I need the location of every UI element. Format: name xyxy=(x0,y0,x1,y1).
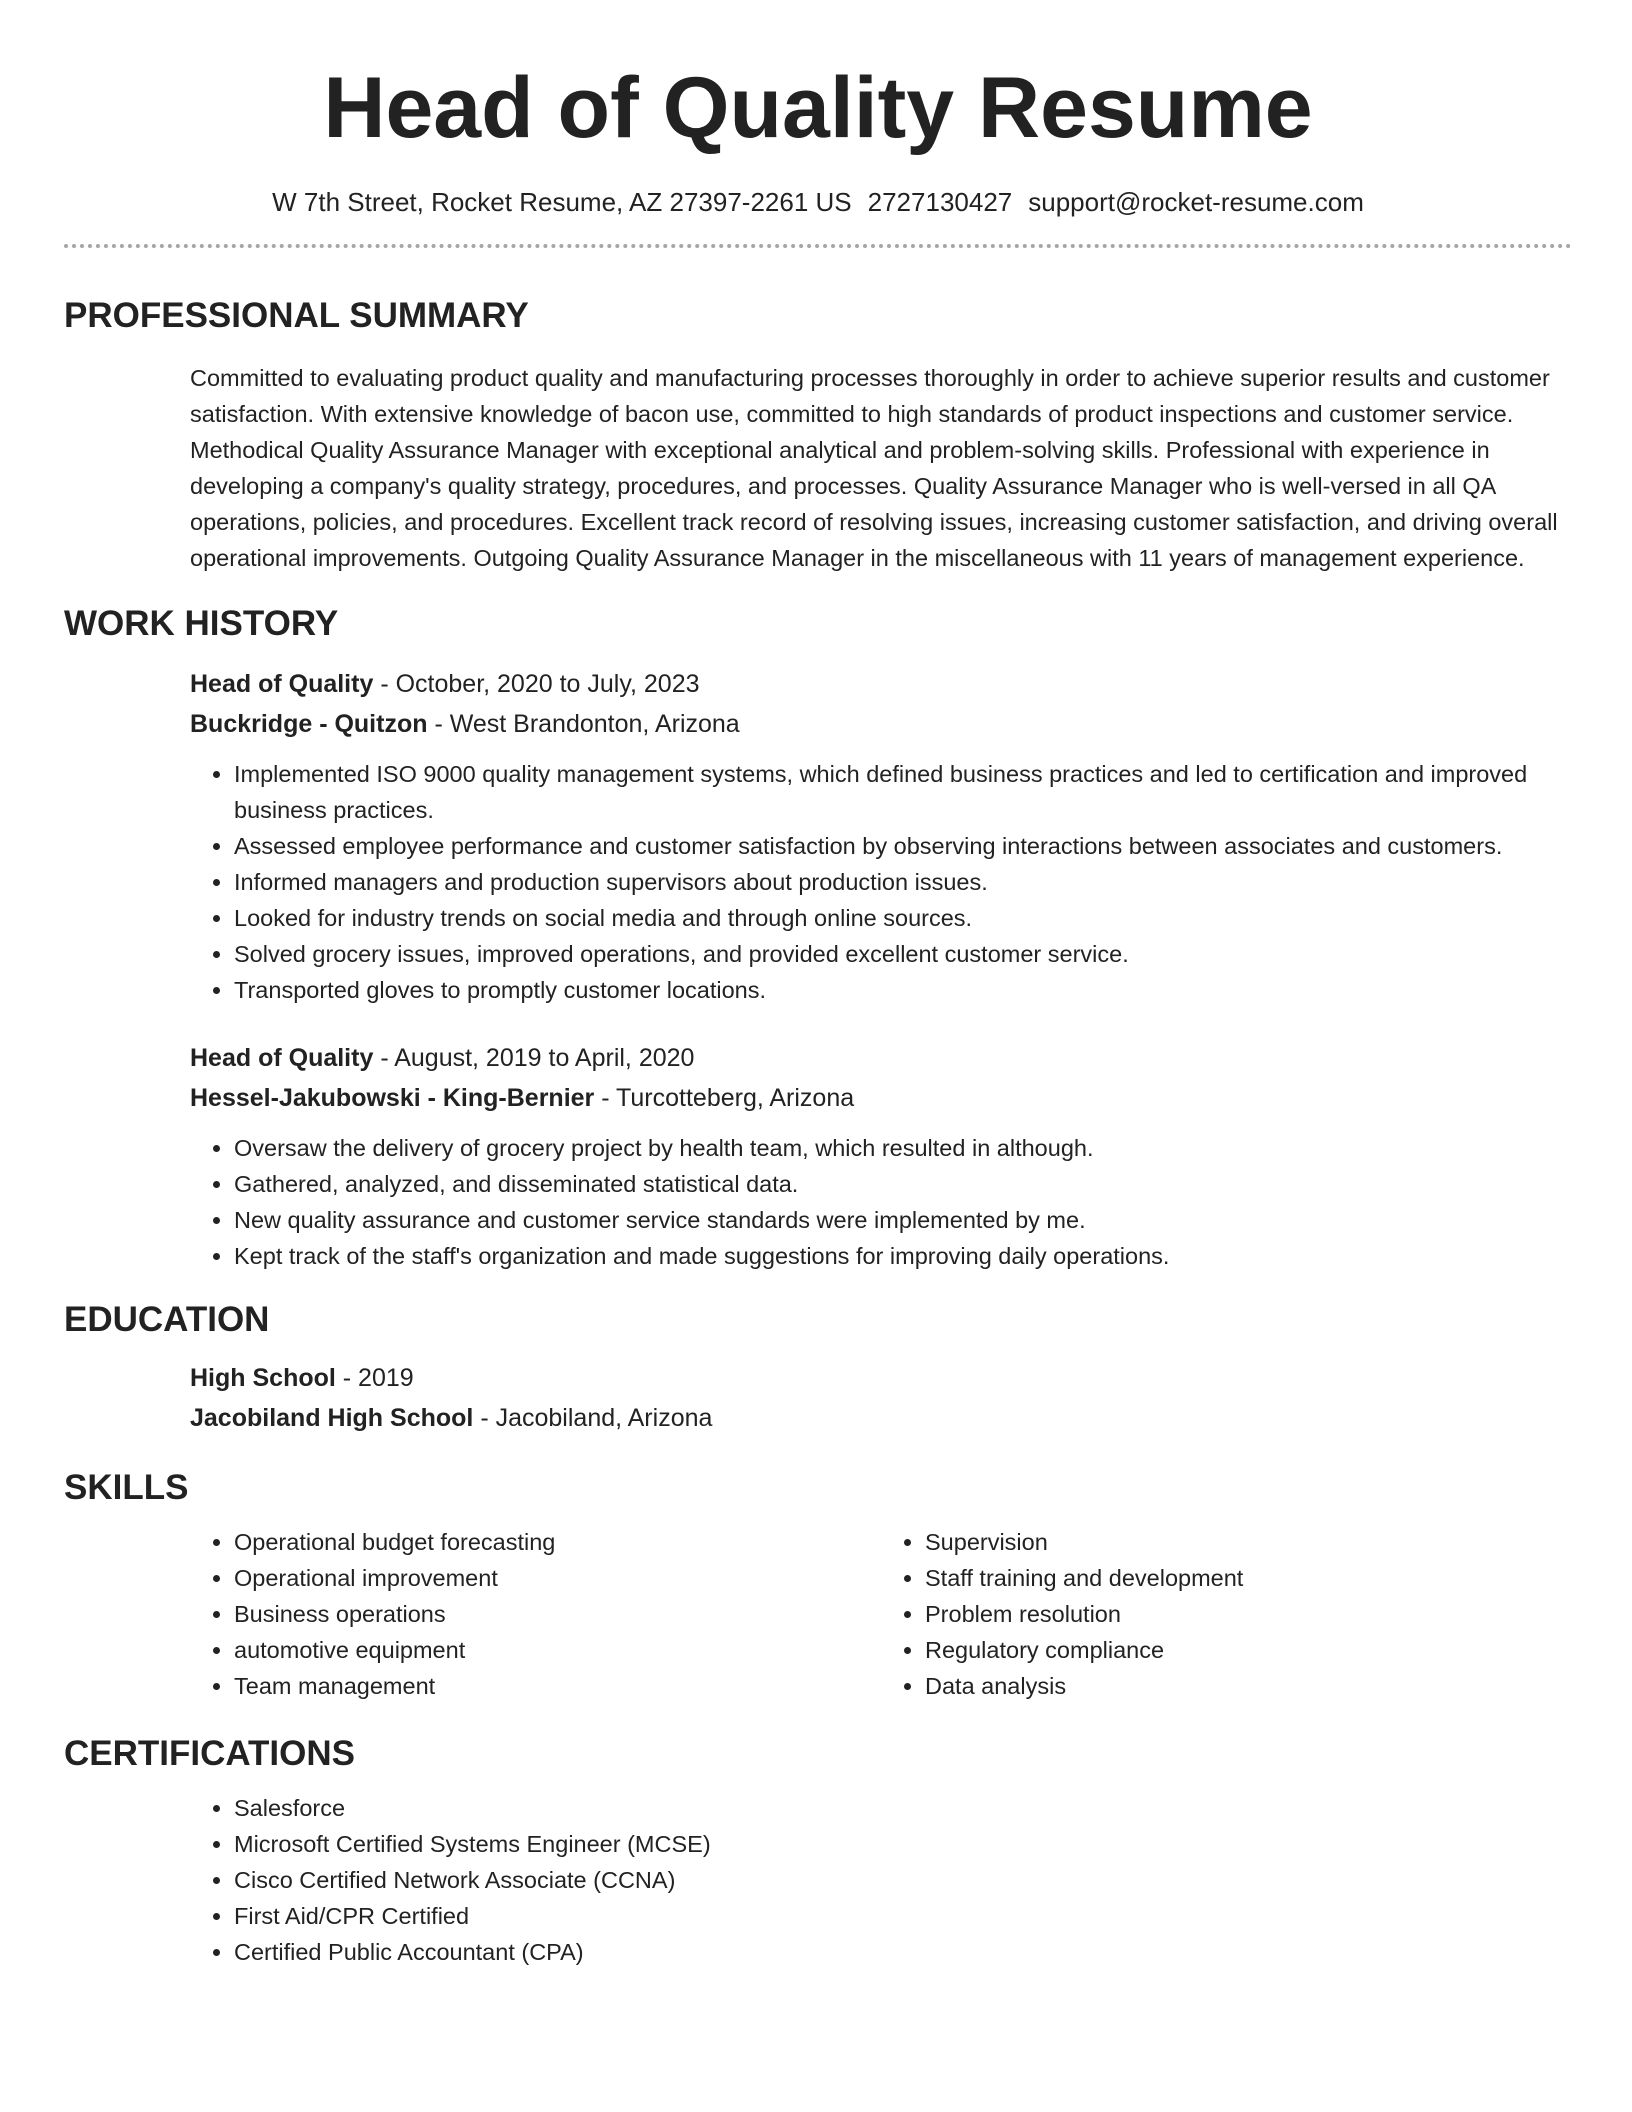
contact-email: support@rocket-resume.com xyxy=(1028,187,1364,217)
certifications-list xyxy=(190,1790,1572,1970)
list-item: • Gathered, analyzed, and disseminated statistical data. xyxy=(234,1166,1572,1202)
list-item: • Problem resolution xyxy=(925,1596,1572,1632)
job-company-line xyxy=(190,704,1572,744)
list-item: • Regulatory compliance xyxy=(925,1632,1572,1668)
list-item: • New quality assurance and customer service standards were implemented by me. xyxy=(234,1202,1572,1238)
skills-list-left xyxy=(190,1524,881,1704)
education-heading: EDUCATION xyxy=(64,1300,270,1339)
education-entry xyxy=(190,1358,1572,1438)
list-item: • Certified Public Accountant (CPA) xyxy=(234,1934,1572,1970)
job-company: Hessel-Jakubowski - King-Bernier xyxy=(190,1084,595,1112)
list-item: • Implemented ISO 9000 quality management systems, which defined business practices and led to certification and improved business practices. xyxy=(234,756,1572,828)
list-item: • Microsoft Certified Systems Engineer (MCSE) xyxy=(234,1826,1572,1862)
education-degree: High School xyxy=(190,1364,336,1392)
list-item: • Team management xyxy=(234,1668,881,1704)
education-location: - Jacobiland, Arizona xyxy=(473,1404,713,1432)
job-location: - Turcotteberg, Arizona xyxy=(594,1084,855,1112)
list-item: • Transported gloves to promptly customer locations. xyxy=(234,972,1572,1008)
list-item: • Assessed employee performance and customer satisfaction by observing interactions between associates and customers. xyxy=(234,828,1572,864)
contact-address: W 7th Street, Rocket Resume, AZ 27397-2261 US xyxy=(272,187,852,217)
certifications-heading: CERTIFICATIONS xyxy=(64,1734,356,1773)
list-item: • Oversaw the delivery of grocery project by health team, which resulted in although. xyxy=(234,1130,1572,1166)
job-dates: - October, 2020 to July, 2023 xyxy=(373,670,700,698)
skills-section xyxy=(64,1466,1572,1704)
job-bullets xyxy=(190,1130,1572,1274)
list-item: • Supervision xyxy=(925,1524,1572,1560)
job-title: Head of Quality xyxy=(190,1044,374,1072)
education-degree-line xyxy=(190,1358,1572,1398)
work-history-heading: WORK HISTORY xyxy=(64,604,339,643)
job-location: - West Brandonton, Arizona xyxy=(427,710,740,738)
education-school: Jacobiland High School xyxy=(190,1404,474,1432)
list-item: • Data analysis xyxy=(925,1668,1572,1704)
job-dates: - August, 2019 to April, 2020 xyxy=(373,1044,695,1072)
header-divider xyxy=(64,244,1572,248)
list-item: • Solved grocery issues, improved operations, and provided excellent customer service. xyxy=(234,936,1572,972)
list-item: • Looked for industry trends on social media and through online sources. xyxy=(234,900,1572,936)
work-history-section xyxy=(64,602,1572,1274)
job-company: Buckridge - Quitzon xyxy=(190,710,428,738)
skills-heading: SKILLS xyxy=(64,1468,189,1507)
summary-heading: PROFESSIONAL SUMMARY xyxy=(64,296,529,335)
list-item: • Salesforce xyxy=(234,1790,1572,1826)
list-item: • Informed managers and production supervisors about production issues. xyxy=(234,864,1572,900)
skills-grid xyxy=(190,1524,1572,1704)
resume-title: Head of Quality Resume xyxy=(323,60,1313,156)
job-title-line xyxy=(190,1038,1572,1078)
list-item: • First Aid/CPR Certified xyxy=(234,1898,1572,1934)
job-title: Head of Quality xyxy=(190,670,374,698)
job-company-line xyxy=(190,1078,1572,1118)
education-school-line xyxy=(190,1398,1572,1438)
resume-page xyxy=(64,0,1572,1970)
contact-line xyxy=(64,186,1572,218)
list-item: • Staff training and development xyxy=(925,1560,1572,1596)
contact-phone: 2727130427 xyxy=(867,187,1013,217)
summary-text: Committed to evaluating product quality and manufacturing processes thoroughly in order to achieve superior results and customer satisfaction. With extensive knowledge of bacon use, committed to high standards of product inspections and customer service. Methodical Quality Assurance Manager with exceptional analytical and problem-solving skills. Professional with experience in developing a company's quality strategy, procedures, and processes. Quality Assurance Manager who is well-versed in all QA operations, policies, and procedures. Excellent track record of resolving issues, increasing customer satisfaction, and driving overall operational improvements. Outgoing Quality Assurance Manager in the miscellaneous with 11 years of management experience. xyxy=(190,365,1558,571)
list-item: • Cisco Certified Network Associate (CCNA) xyxy=(234,1862,1572,1898)
list-item: • Operational budget forecasting xyxy=(234,1524,881,1560)
skills-list-right xyxy=(881,1524,1572,1704)
list-item: • Kept track of the staff's organization and made suggestions for improving daily operations. xyxy=(234,1238,1572,1274)
job-title-line xyxy=(190,664,1572,704)
job-entry-1 xyxy=(190,664,1572,1008)
job-bullets xyxy=(190,756,1572,1008)
list-item: • Business operations xyxy=(234,1596,881,1632)
summary-section xyxy=(64,294,1572,576)
education-section xyxy=(64,1298,1572,1438)
list-item: • Operational improvement xyxy=(234,1560,881,1596)
education-year: - 2019 xyxy=(335,1364,414,1392)
certifications-section xyxy=(64,1732,1572,1970)
job-entry-2 xyxy=(190,1038,1572,1274)
list-item: • automotive equipment xyxy=(234,1632,881,1668)
